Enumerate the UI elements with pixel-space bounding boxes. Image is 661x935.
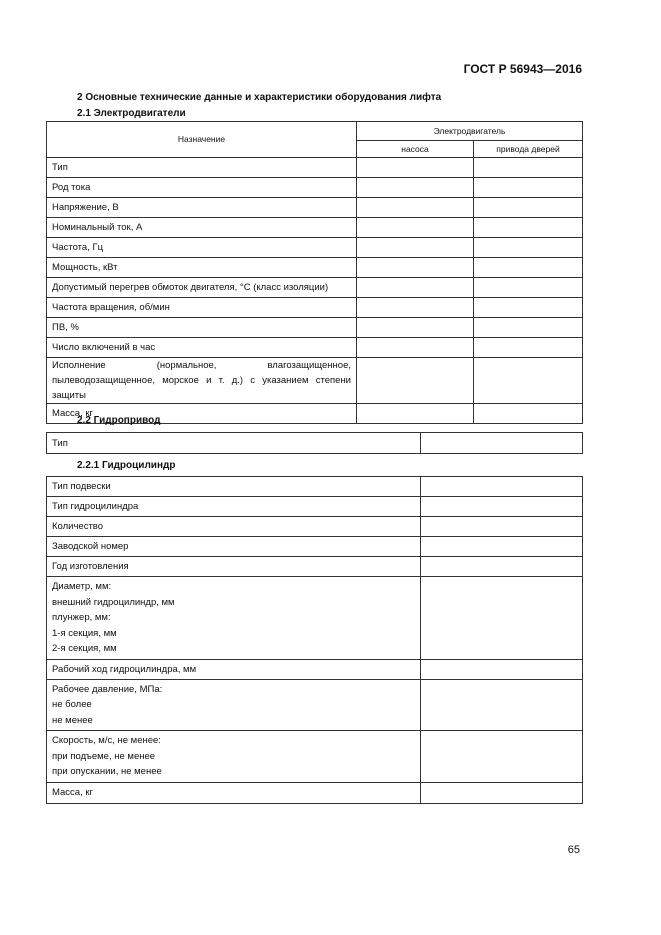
table-row [47, 178, 583, 198]
row-label: Тип [47, 433, 421, 454]
header-name: Назначение [47, 122, 357, 158]
table-row [47, 782, 583, 803]
door-value-cell[interactable] [474, 178, 583, 198]
pump-value-cell[interactable] [357, 338, 474, 358]
row-label [47, 659, 421, 679]
pump-value-cell[interactable] [357, 318, 474, 338]
table-row [47, 433, 583, 454]
door-value-cell[interactable] [474, 218, 583, 238]
row-label [47, 731, 421, 783]
row-label [47, 557, 421, 577]
row-label-line: не менее [52, 714, 93, 726]
door-value-cell[interactable] [474, 238, 583, 258]
door-value-cell[interactable] [474, 278, 583, 298]
pump-value-cell[interactable] [357, 404, 474, 424]
row-label: Номинальный ток, А [47, 218, 357, 238]
table-row [47, 278, 583, 298]
table-row [47, 298, 583, 318]
section-2-1-title: 2.1 Электродвигатели [77, 108, 186, 119]
table-row [47, 198, 583, 218]
row-label-line: 2-я секция, мм [52, 643, 117, 654]
row-label-line: Тип подвески [52, 481, 111, 492]
door-value-cell[interactable] [474, 318, 583, 338]
section-2-title: 2 Основные технические данные и характеристики оборудования лифта [77, 92, 442, 103]
value-cell[interactable] [421, 577, 583, 660]
door-value-cell[interactable] [474, 258, 583, 278]
row-label-line: Масса, кг [52, 787, 93, 798]
row-label: Масса, кг [47, 404, 357, 424]
row-label: Частота, Гц [47, 238, 357, 258]
door-value-cell[interactable] [474, 358, 583, 404]
row-label-line: Заводской номер [52, 541, 129, 552]
page-number: 65 [567, 844, 580, 856]
door-value-cell[interactable] [474, 198, 583, 218]
row-label: Допустимый перегрев обмоток двигателя, °С (класс изоляции) [47, 278, 357, 298]
door-value-cell[interactable] [474, 158, 583, 178]
value-cell[interactable] [421, 477, 583, 497]
value-cell[interactable] [421, 497, 583, 517]
door-value-cell[interactable] [474, 404, 583, 424]
hydraulic-cylinder-table [46, 476, 583, 804]
table-row [47, 497, 583, 517]
value-cell[interactable] [421, 557, 583, 577]
standard-header: ГОСТ Р 56943—2016 [463, 62, 582, 76]
pump-value-cell[interactable] [357, 238, 474, 258]
row-label: Исполнение (нормальное, влагозащищенное, пылеводозащищенное, морское и т. д.) с указанием степени защиты [47, 358, 357, 404]
row-label: ПВ, % [47, 318, 357, 338]
row-label [47, 782, 421, 803]
value-cell[interactable] [421, 659, 583, 679]
value-cell[interactable] [421, 679, 583, 731]
motors-table [46, 121, 583, 424]
table-row [47, 679, 583, 731]
value-cell[interactable] [421, 517, 583, 537]
row-label-line: Рабочее давление, МПа: [52, 683, 163, 695]
pump-value-cell[interactable] [357, 178, 474, 198]
door-value-cell[interactable] [474, 298, 583, 318]
pump-value-cell[interactable] [357, 198, 474, 218]
value-cell[interactable] [421, 433, 583, 454]
header-motor: Электродвигатель [357, 122, 583, 141]
table-row [47, 158, 583, 178]
table-row [47, 258, 583, 278]
row-label-line: плунжер, мм: [52, 612, 111, 623]
row-label: Мощность, кВт [47, 258, 357, 278]
row-label-line: внешний гидроцилиндр, мм [52, 596, 175, 608]
pump-value-cell[interactable] [357, 218, 474, 238]
value-cell[interactable] [421, 731, 583, 783]
section-2-2-1-title: 2.2.1 Гидроцилиндр [77, 460, 176, 471]
table-row [47, 318, 583, 338]
row-label-line: 1-я секция, мм [52, 627, 117, 639]
hydraulic-drive-table [46, 432, 583, 454]
table-row [47, 731, 583, 783]
row-label [47, 477, 421, 497]
pump-value-cell[interactable] [357, 158, 474, 178]
row-label-line: не более [52, 699, 92, 710]
table-row [47, 338, 583, 358]
value-cell[interactable] [421, 537, 583, 557]
pump-value-cell[interactable] [357, 258, 474, 278]
row-label-line: Год изготовления [52, 561, 129, 572]
pump-value-cell[interactable] [357, 278, 474, 298]
row-label-line: Количество [52, 521, 104, 532]
row-label [47, 497, 421, 517]
row-label-line: при подъеме, не менее [52, 750, 156, 762]
row-label [47, 577, 421, 660]
row-label-line: при опускании, не менее [52, 766, 162, 777]
row-label [47, 537, 421, 557]
table-row [47, 477, 583, 497]
header-pump: насоса [357, 141, 474, 158]
pump-value-cell[interactable] [357, 298, 474, 318]
pump-value-cell[interactable] [357, 358, 474, 404]
row-label: Тип [47, 158, 357, 178]
row-label [47, 517, 421, 537]
row-label: Род тока [47, 178, 357, 198]
table-row [47, 517, 583, 537]
table-row [47, 659, 583, 679]
door-value-cell[interactable] [474, 338, 583, 358]
section-2-2-title: 2.2 Гидропривод [77, 415, 161, 426]
table-row [47, 218, 583, 238]
row-label: Частота вращения, об/мин [47, 298, 357, 318]
row-label-line: Скорость, м/с, не менее: [52, 735, 161, 746]
row-label: Напряжение, В [47, 198, 357, 218]
row-label: Число включений в час [47, 338, 357, 358]
row-label-line: Диаметр, мм: [52, 581, 112, 592]
table-row [47, 537, 583, 557]
row-label-line: Рабочий ход гидроцилиндра, мм [52, 663, 197, 675]
value-cell[interactable] [421, 782, 583, 803]
header-door-drive: привода дверей [474, 141, 583, 158]
table-row [47, 238, 583, 258]
row-label-line: Тип гидроцилиндра [52, 501, 139, 512]
table-row [47, 577, 583, 660]
row-label [47, 679, 421, 731]
table-row [47, 358, 583, 404]
table-row [47, 557, 583, 577]
